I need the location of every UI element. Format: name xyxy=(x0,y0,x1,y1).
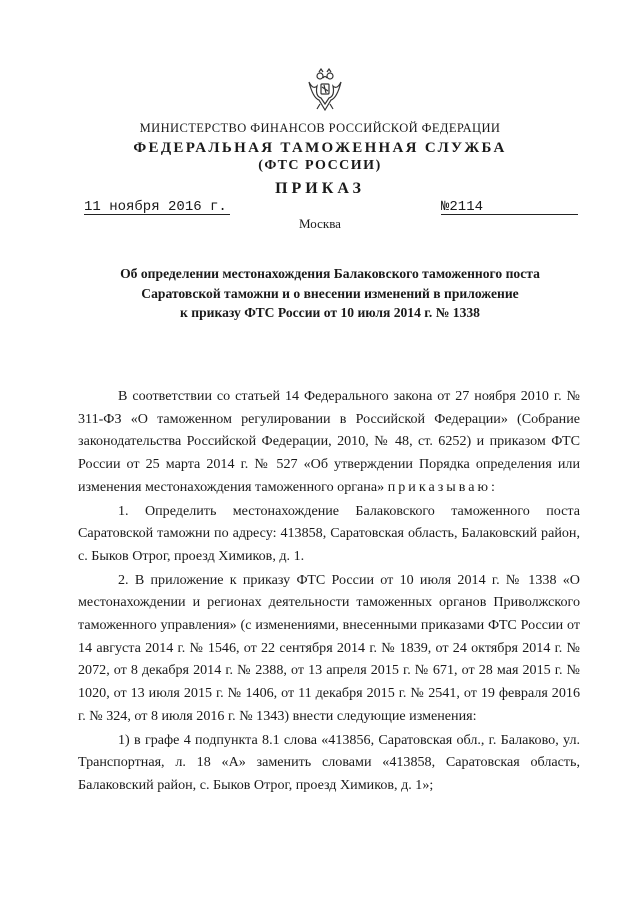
subject-line: Саратовской таможни и о внесении изменений в приложение xyxy=(141,285,519,301)
subject-line: Об определении местонахождения Балаковского таможенного поста xyxy=(120,266,540,281)
order-number: №2114 xyxy=(441,199,484,215)
item-1-paragraph: 1. Определить местонахождение Балаковского таможенного поста Саратовской таможни по адресу: 413858, Саратовская область, Балаковский район, с. Быков Отрог, проезд Химиков, д. 1. xyxy=(78,502,580,564)
subject-line: к приказу ФТС России от 10 июля 2014 г. № 1338 xyxy=(180,305,480,320)
order-subject xyxy=(100,264,560,323)
service-name: ФЕДЕРАЛЬНАЯ ТАМОЖЕННАЯ СЛУЖБА xyxy=(133,140,507,156)
ministry-name: МИНИСТЕРСТВО ФИНАНСОВ РОССИЙСКОЙ ФЕДЕРАЦИИ xyxy=(139,121,501,135)
order-city: Москва xyxy=(299,216,341,231)
order-date: 11 ноября 2016 г. xyxy=(84,199,227,215)
russian-coat-of-arms-icon xyxy=(307,68,343,112)
order-body xyxy=(78,385,580,797)
item-2-paragraph: 2. В приложение к приказу ФТС России от 10 июля 2014 г. № 1338 «О местонахождении и регионах деятельности таможенных органов Приволжского таможенного управления» (с изменениями, внесенными приказами ФТС России от 14 августа 2014 г. № 1546, от 22 сентября 2014 г. № 1839, от 24 октября 2014 г. № 2072, от 8 декабря 2014 г. № 2388, от 13 апреля 2015 г. № 671, от 28 мая 2015 г. № 1020, от 13 июля 2015 г. № 1406, от 11 декабря 2015 г. № 2541, от 19 февраля 2016 г. № 324, от 8 июля 2016 г. № 1343) внести следующие изменения: xyxy=(78,571,580,724)
document-type: ПРИКАЗ xyxy=(275,180,365,197)
item-2-1-paragraph: 1) в графе 4 подпункта 8.1 слова «413856, Саратовская обл., г. Балаково, ул. Транспортная, л. 18 «А» заменить словами «413858, Саратовская область, Балаковский район, с. Быков Отрог, проезд Химиков, д. 1»; xyxy=(78,731,580,793)
service-short-name: (ФТС РОССИИ) xyxy=(258,158,382,173)
order-command: приказываю: xyxy=(387,478,498,495)
date-underline xyxy=(84,214,230,215)
preamble-text: В соответствии со статьей 14 Федерального закона от 27 ноября 2010 г. № 311-ФЗ «О таможенном регулировании в Российской Федерации» (Собрание законодательства Российской Федерации, 2010, № 48, ст. 6252) и приказом ФТС России от 25 марта 2014 г. № 527 «Об утверждении Порядка определения или изменения местонахождения таможенного органа» xyxy=(78,388,580,495)
number-underline xyxy=(441,214,578,215)
preamble-paragraph xyxy=(78,385,580,499)
